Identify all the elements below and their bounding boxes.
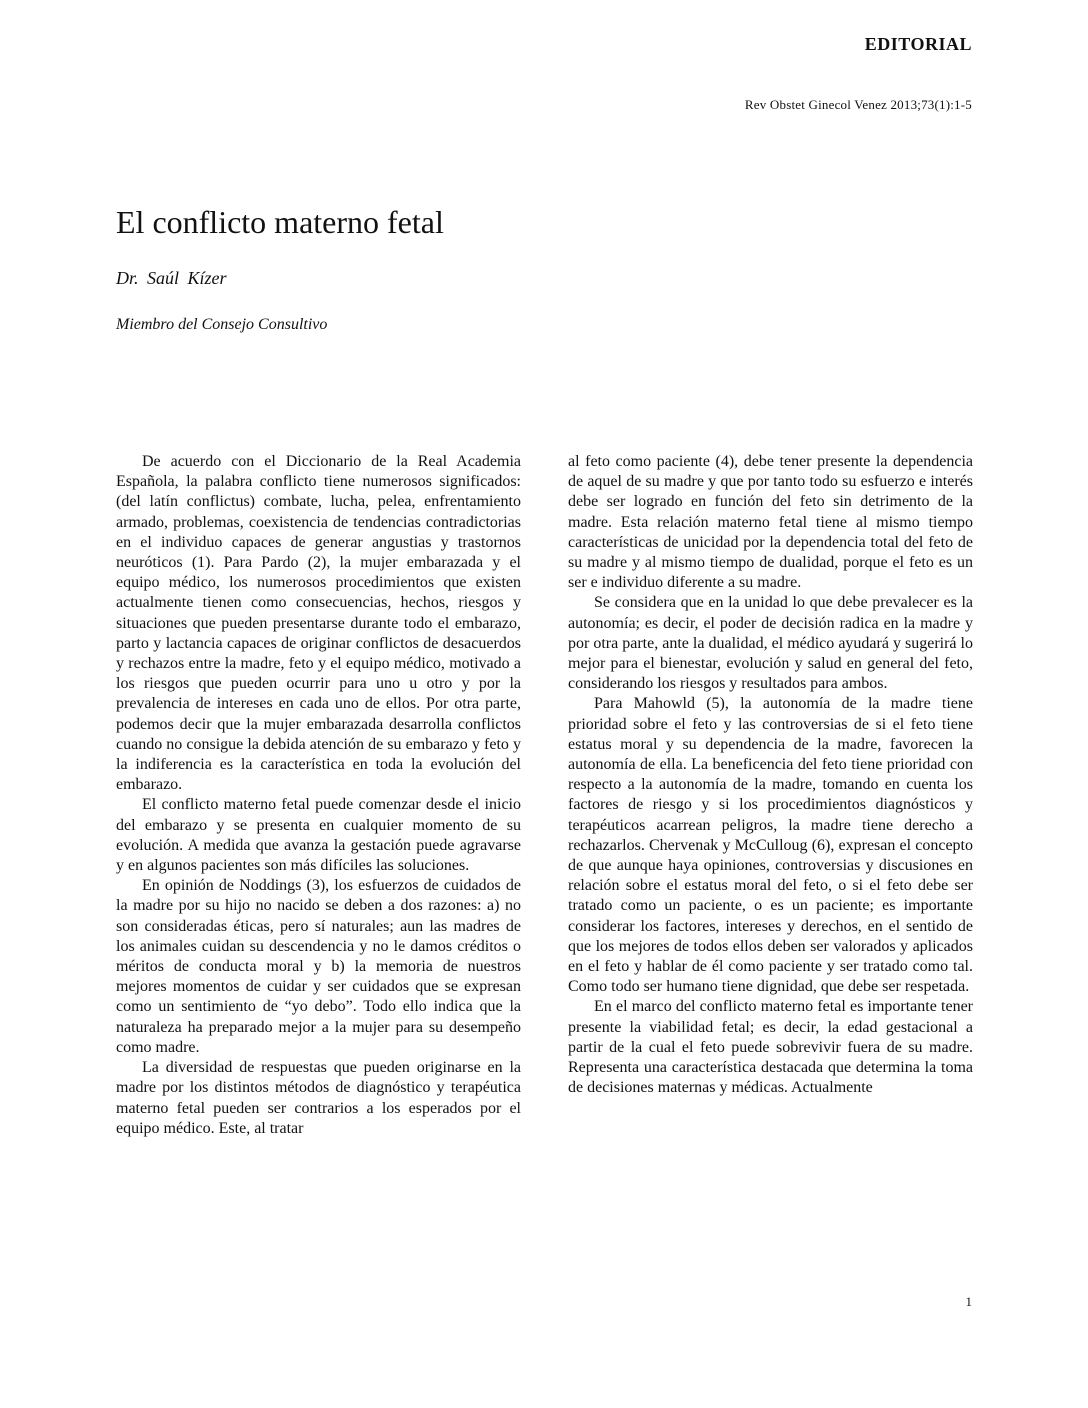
paragraph: Para Mahowld (5), la autonomía de la madre tiene prioridad sobre el feto y las controversias de si el feto tiene estatus moral y su dependencia de la madre, favorecen la autonomía de ella. La beneficencia del feto tiene prioridad con respecto a la autonomía de la madre, tomando en cuenta los factores de riesgo y si los procedimientos diagnósticos y terapéuticos acarrean peligros, la madre tiene derecho a rechazarlos. Chervenak y McCulloug (6), expresan el concepto de que aunque haya opiniones, controversias y discusiones en relación sobre el estatus moral del feto, o si el feto debe ser tratado como un paciente, o es un paciente; es importante considerar los factores, intereses y derechos, en el sentido de que los mejores de todos ellos deben ser valorados y aplicados en el feto y hablar de él como paciente y ser tratado como tal. Como todo ser humano tiene dignidad, que debe ser respetada.	[568, 695, 973, 996]
paragraph: En opinión de Noddings (3), los esfuerzos de cuidados de la madre por su hijo no nacido se deben a dos razones: a) no son consideradas éticas, pero sí naturales; aun las madres de los animales cuidan su descendencia y no le damos créditos o méritos de conducta moral y b) la memoria de nuestros mejores momentos de cuidar y ser cuidados que se expresan como un sentimiento de “yo debo”. Todo ello indica que la naturaleza ha preparado mejor a la mujer para su desempeño como madre.	[116, 877, 521, 1056]
paragraph: al feto como paciente (4), debe tener presente la dependencia de aquel de su madre y que por tanto todo su esfuerzo e interés debe ser logrado en función del feto sin detrimento de la madre. Esta relación materno fetal tiene al mismo tiempo características de unicidad por la dependencia total del feto de su madre y al mismo tiempo de dualidad, porque el feto es un ser e individuo diferente a su madre.	[568, 453, 973, 592]
author-name: Dr. Saúl Kízer	[116, 268, 227, 288]
article-title: El conflicto materno fetal	[116, 204, 444, 240]
paragraph: De acuerdo con el Diccionario de la Real Academia Española, la palabra conflicto tiene numerosos significados: (del latín conflictus) combate, lucha, pelea, enfrentamiento armado, problemas, coexistencia de tendencias contradictorias en el individuo capaces de generar angustias y trastornos neuróticos (1). Para Pardo (2), la mujer embarazada y el equipo médico, los numerosos procedimientos que existen actualmente tienen como consecuencias, hechos, riesgos y situaciones que pueden presentarse durante todo el embarazo, parto y lactancia capaces de originar conflictos de desacuerdos y rechazos entre la madre, feto y el equipo médico, motivado a los riesgos que pueden ocurrir para uno u otro y por la prevalencia de intereses en cada uno de ellos. Por otra parte, podemos decir que la mujer embarazada desarrolla conflictos cuando no consigue la debida atención de su embarazo y feto y la indiferencia es la característica en toda la evolución del embarazo.	[116, 453, 521, 794]
journal-citation: Rev Obstet Ginecol Venez 2013;73(1):1-5	[744, 97, 972, 112]
author-affiliation: Miembro del Consejo Consultivo	[116, 316, 328, 333]
paragraph: El conflicto materno fetal puede comenzar desde el inicio del embarazo y se presenta en cualquier momento de su evolución. A medida que avanza la gestación puede agravarse y en algunos pacientes son más difíciles las soluciones.	[116, 796, 521, 875]
page-number: 1	[965, 1294, 972, 1309]
paragraph: La diversidad de respuestas que pueden originarse en la madre por los distintos métodos de diagnóstico y terapéutica materno fetal pueden ser contrarios a los esperados por el equipo médico. Este, al tratar	[116, 1059, 521, 1137]
section-label: EDITORIAL	[864, 34, 972, 54]
right-column	[568, 452, 973, 1099]
paragraph: Se considera que en la unidad lo que debe prevalecer es la autonomía; es decir, el poder de decisión radica en la madre y por otra parte, ante la dualidad, el médico ayudará y sugerirá lo mejor para el bienestar, evolución y salud en general del feto, considerando los riesgos y resultados para ambos.	[568, 594, 973, 693]
left-column	[116, 452, 521, 1139]
paragraph: En el marco del conflicto materno fetal es importante tener presente la viabilidad fetal; es decir, la edad gestacional a partir de la cual el feto puede sobrevivir fuera de su madre. Representa una característica destacada que determina la toma de decisiones maternas y médicas. Actualmente	[568, 998, 973, 1097]
